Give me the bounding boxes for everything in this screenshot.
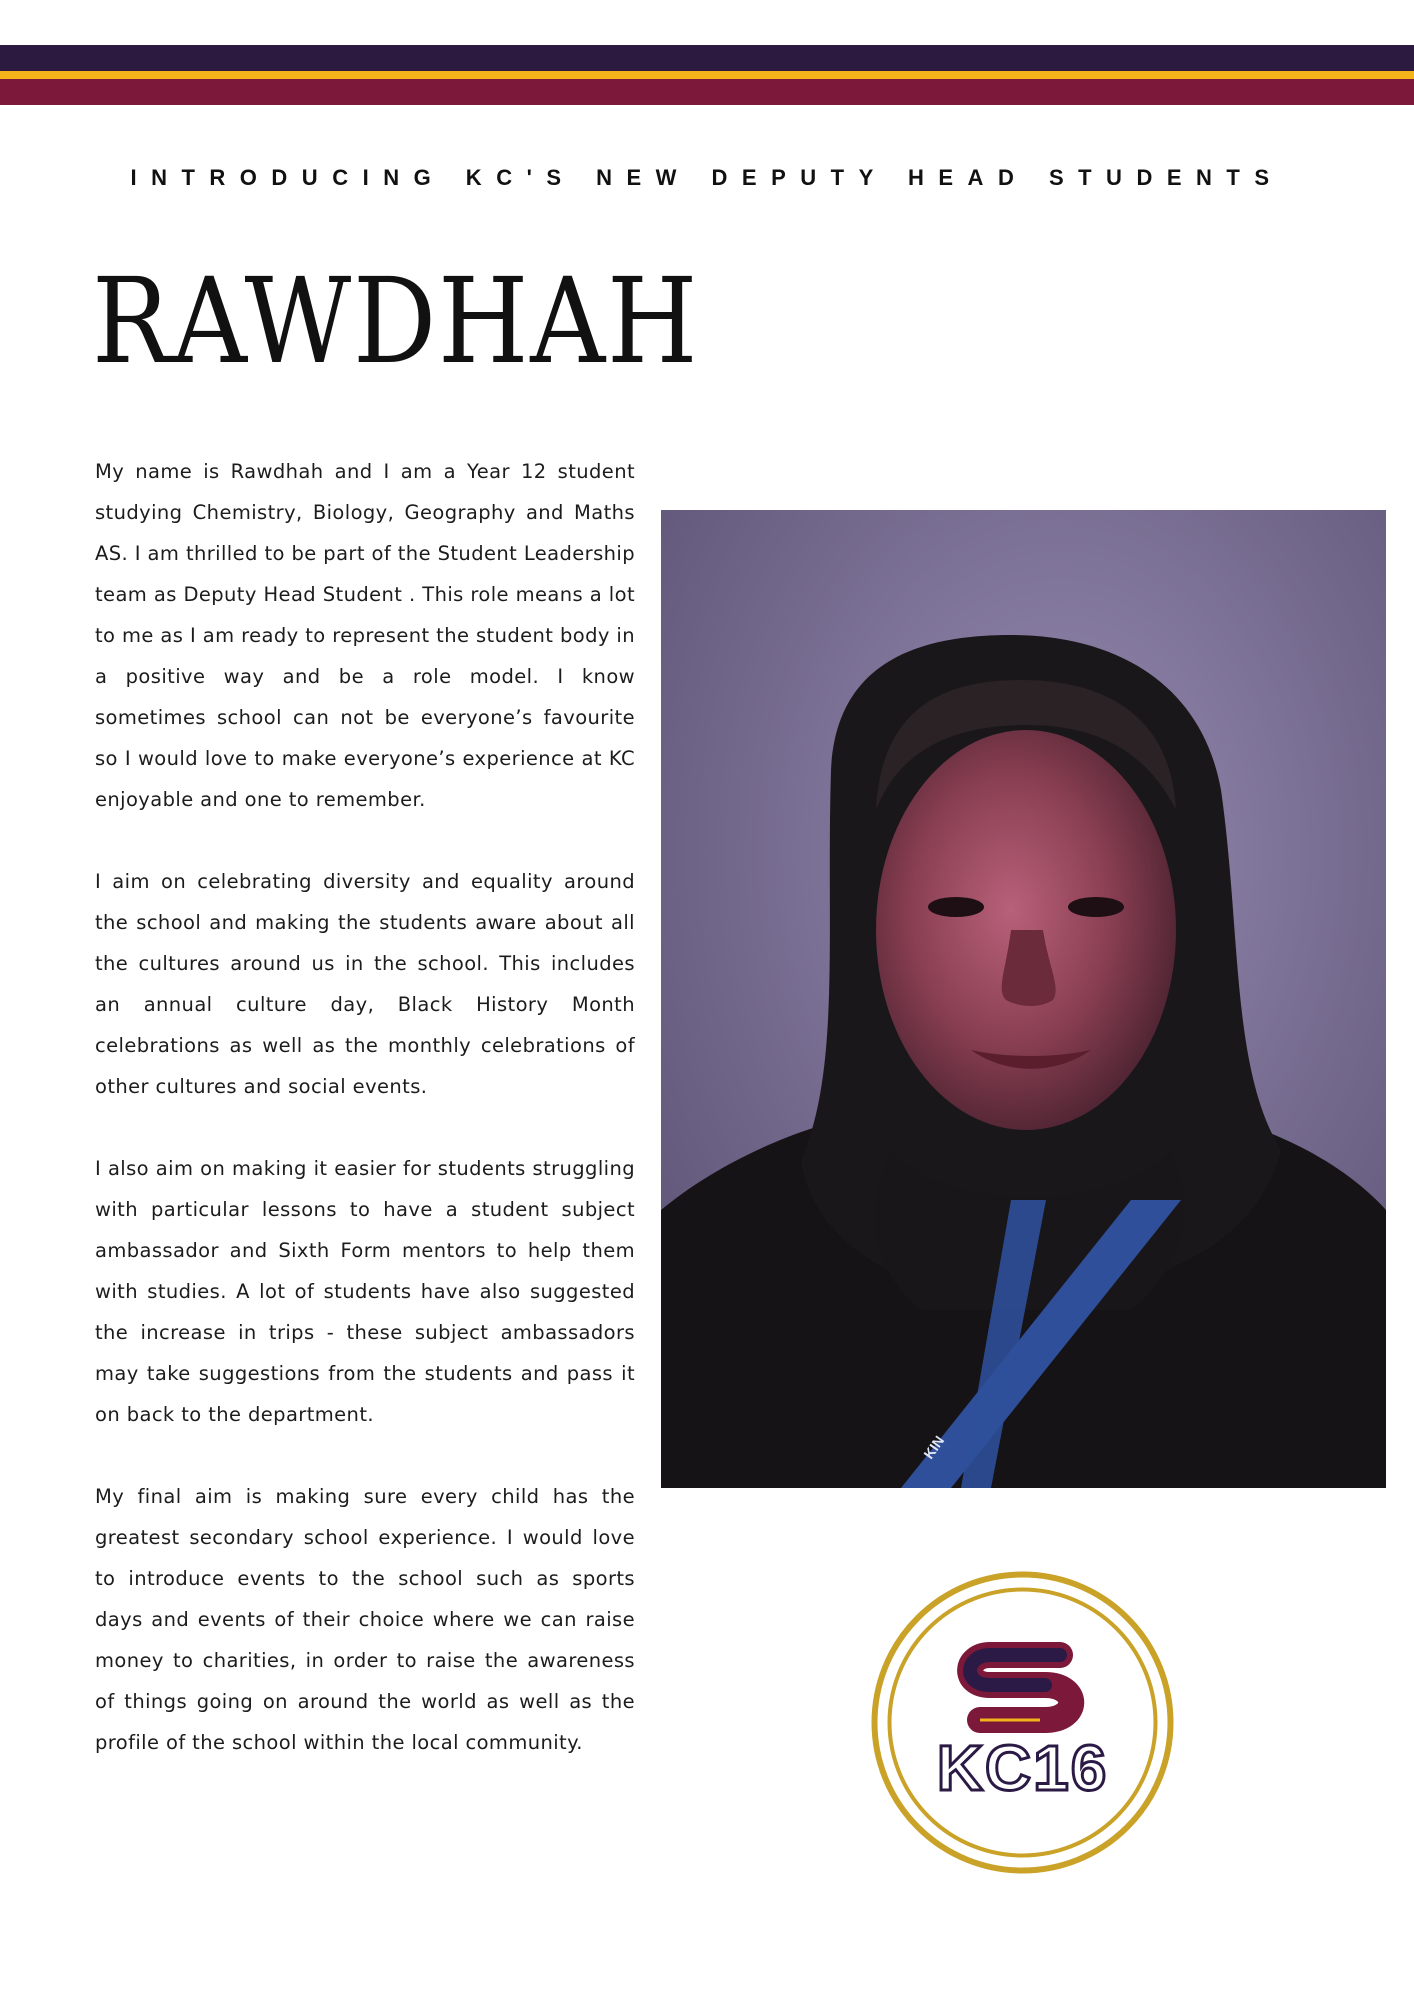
page-kicker: INTRODUCING KC'S NEW DEPUTY HEAD STUDENTS [130,165,1284,190]
paragraph-intro: My name is Rawdhah and I am a Year 12 student studying Chemistry, Biology, Geography and Maths AS. I am thrilled to be part of the Student Leadership team as Deputy Head Student . This role means a lot to me as I am ready to represent the student body in a positive way and be a role model. I know sometimes school can not be everyone’s favourite so I would love to make everyone’s experience at KC enjoyable and one to remember. [95,460,635,811]
lanyard-text: KIN [920,1432,948,1462]
header-stripe-purple [0,45,1414,71]
paragraph-final-aim: My final aim is making sure every child has the greatest secondary school experience. I would love to introduce events to the school such as sports days and events of their choice where we can raise money to charities, in order to raise the awareness of things going on around the world as well as the profile of the school within the local community. [95,1485,635,1754]
profile-body [95,451,635,1804]
logo-text: KC16 [936,1732,1109,1804]
student-name-heading: RAWDHAH [92,252,700,390]
paragraph-diversity: I aim on celebrating diversity and equality around the school and making the students aware about all the cultures around us in the school. This includes an annual culture day, Black History Month celebrations as well as the monthly celebrations of other cultures and social events. [95,870,635,1098]
header-stripe-maroon [0,79,1414,105]
paragraph-ambassadors: I also aim on making it easier for students struggling with particular lessons to have a student subject ambassador and Sixth Form mentors to help them with studies. A lot of students have also suggested the increase in trips - these subject ambassadors may take suggestions from the students and pass it on back to the department. [95,1157,635,1426]
kc16-logo [870,1570,1175,1875]
student-portrait-photo [661,510,1386,1488]
header-stripe-gold [0,71,1414,79]
